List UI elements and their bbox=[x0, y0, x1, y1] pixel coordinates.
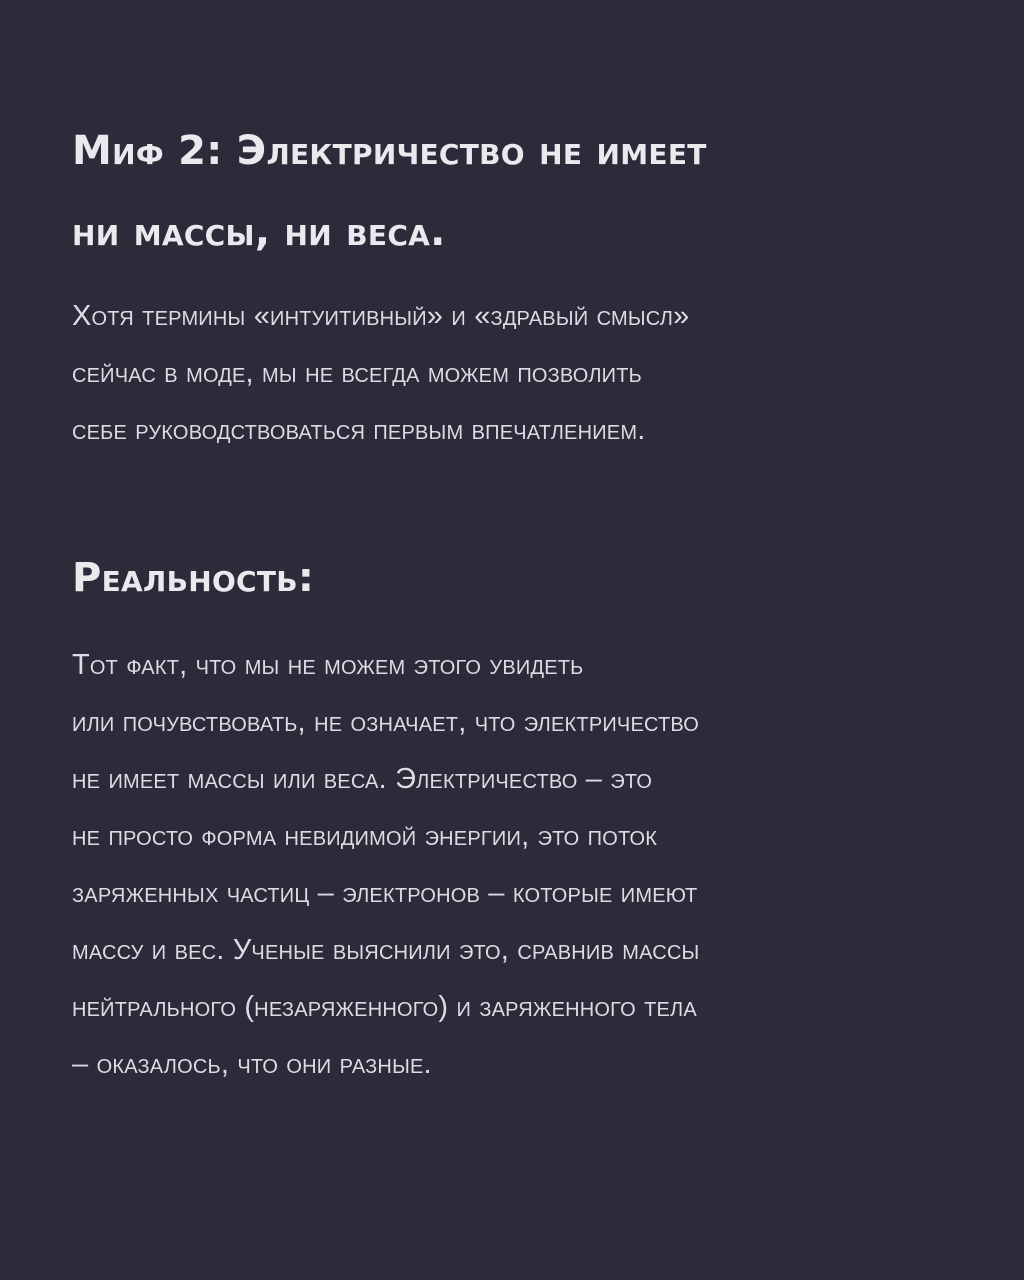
reality-title: Реальность: bbox=[72, 555, 315, 601]
slide-page bbox=[72, 0, 972, 1280]
reality-text-line-3: не имеет массы или веса. Электричество – это bbox=[72, 763, 653, 795]
reality-text-line-4: не просто форма невидимой энергии, это поток bbox=[72, 820, 658, 852]
myth-title-line-1: Миф 2: Электричество не имеет bbox=[72, 128, 707, 174]
myth-text-line-1: Хотя термины «интуитивный» и «здравый смысл» bbox=[72, 300, 690, 332]
reality-text-line-2: или почувствовать, не означает, что электричество bbox=[72, 706, 700, 738]
reality-text-line-1: Тот факт, что мы не можем этого увидеть bbox=[72, 649, 584, 681]
reality-text-line-8: – оказалось, что они разные. bbox=[72, 1048, 432, 1080]
reality-text-line-6: массу и вес. Ученые выяснили это, сравнив массы bbox=[72, 934, 700, 966]
myth-text-line-3: себе руководствоваться первым впечатлением. bbox=[72, 414, 646, 446]
reality-text-line-7: нейтрального (незаряженного) и заряженного тела bbox=[72, 991, 697, 1023]
myth-text-line-2: сейчас в моде, мы не всегда можем позволить bbox=[72, 357, 642, 389]
myth-title-line-2: ни массы, ни веса. bbox=[72, 209, 446, 255]
reality-text-line-5: заряженных частиц – электронов – которые имеют bbox=[72, 877, 698, 909]
